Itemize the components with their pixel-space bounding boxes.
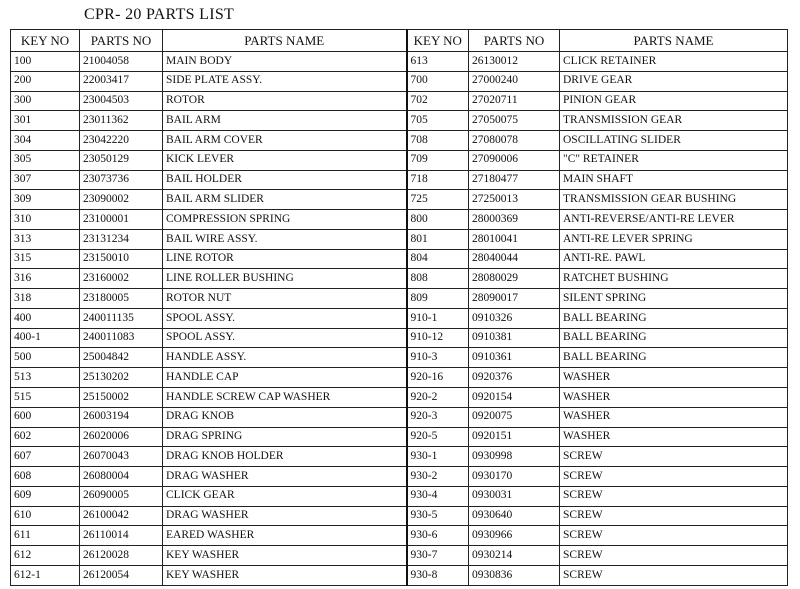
parts-name-cell: TRANSMISSION GEAR BUSHING xyxy=(560,190,788,210)
parts-name-cell: DRAG SPRING xyxy=(163,427,407,447)
parts-name-cell: LINE ROTOR xyxy=(163,249,407,269)
parts-no-cell: 23011362 xyxy=(80,111,163,131)
key-no-cell: 310 xyxy=(11,210,80,230)
parts-name-cell: BAIL WIRE ASSY. xyxy=(163,229,407,249)
parts-no-cell: 28000369 xyxy=(469,210,560,230)
parts-no-cell: 23050129 xyxy=(80,150,163,170)
parts-name-cell: DRIVE GEAR xyxy=(560,71,788,91)
parts-no-cell: 28080029 xyxy=(469,269,560,289)
table-row xyxy=(11,269,788,289)
key-no-cell: 930-1 xyxy=(407,447,469,467)
parts-name-cell: BALL BEARING xyxy=(560,308,788,328)
key-no-cell: 930-4 xyxy=(407,486,469,506)
parts-no-cell: 27000240 xyxy=(469,71,560,91)
table-row xyxy=(11,229,788,249)
table-header-row xyxy=(11,30,788,52)
key-no-cell: 400 xyxy=(11,308,80,328)
table-row xyxy=(11,289,788,309)
table-row xyxy=(11,348,788,368)
key-no-cell: 920-16 xyxy=(407,368,469,388)
parts-no-cell: 27020711 xyxy=(469,91,560,111)
parts-name-cell: WASHER xyxy=(560,368,788,388)
key-no-cell: 513 xyxy=(11,368,80,388)
parts-name-cell: DRAG KNOB HOLDER xyxy=(163,447,407,467)
parts-no-cell: 26120028 xyxy=(80,546,163,566)
parts-name-cell: BAIL ARM SLIDER xyxy=(163,190,407,210)
parts-no-cell: 26070043 xyxy=(80,447,163,467)
parts-name-cell: HANDLE CAP xyxy=(163,368,407,388)
parts-name-cell: ANTI-RE LEVER SPRING xyxy=(560,229,788,249)
table-row xyxy=(11,170,788,190)
parts-no-cell: 28090017 xyxy=(469,289,560,309)
key-no-cell: 100 xyxy=(11,52,80,72)
key-no-cell: 608 xyxy=(11,467,80,487)
parts-no-cell: 23042220 xyxy=(80,131,163,151)
table-row xyxy=(11,111,788,131)
parts-no-cell: 26020006 xyxy=(80,427,163,447)
parts-name-cell: MAIN SHAFT xyxy=(560,170,788,190)
key-no-cell: 702 xyxy=(407,91,469,111)
parts-name-cell: KEY WASHER xyxy=(163,546,407,566)
key-no-cell: 304 xyxy=(11,131,80,151)
parts-no-cell: 27250013 xyxy=(469,190,560,210)
parts-name-cell: LINE ROLLER BUSHING xyxy=(163,269,407,289)
key-no-cell: 602 xyxy=(11,427,80,447)
parts-no-cell: 0930214 xyxy=(469,546,560,566)
key-no-cell: 705 xyxy=(407,111,469,131)
parts-no-cell: 23150010 xyxy=(80,249,163,269)
parts-name-cell: DRAG KNOB xyxy=(163,407,407,427)
parts-no-cell: 0930836 xyxy=(469,565,560,585)
parts-name-cell: CLICK RETAINER xyxy=(560,52,788,72)
page-title: CPR- 20 PARTS LIST xyxy=(84,6,235,23)
parts-name-cell: "C" RETAINER xyxy=(560,150,788,170)
key-no-cell: 725 xyxy=(407,190,469,210)
key-no-cell: 801 xyxy=(407,229,469,249)
table-row xyxy=(11,467,788,487)
key-no-cell: 610 xyxy=(11,506,80,526)
parts-name-cell: ANTI-REVERSE/ANTI-RE LEVER xyxy=(560,210,788,230)
key-no-cell: 612-1 xyxy=(11,565,80,585)
parts-no-cell: 0930998 xyxy=(469,447,560,467)
key-no-cell: 318 xyxy=(11,289,80,309)
parts-name-cell: TRANSMISSION GEAR xyxy=(560,111,788,131)
key-no-cell: 920-2 xyxy=(407,388,469,408)
parts-table xyxy=(10,29,788,586)
parts-no-cell: 23160002 xyxy=(80,269,163,289)
table-row xyxy=(11,131,788,151)
col-header-parts-no-2: PARTS NO xyxy=(469,30,560,52)
parts-name-cell: SCREW xyxy=(560,467,788,487)
parts-name-cell: ANTI-RE. PAWL xyxy=(560,249,788,269)
parts-no-cell: 23073736 xyxy=(80,170,163,190)
parts-name-cell: ROTOR xyxy=(163,91,407,111)
key-no-cell: 809 xyxy=(407,289,469,309)
key-no-cell: 930-6 xyxy=(407,526,469,546)
parts-name-cell: SCREW xyxy=(560,506,788,526)
key-no-cell: 313 xyxy=(11,229,80,249)
parts-no-cell: 26003194 xyxy=(80,407,163,427)
parts-no-cell: 28010041 xyxy=(469,229,560,249)
parts-no-cell: 0930966 xyxy=(469,526,560,546)
parts-no-cell: 0910326 xyxy=(469,308,560,328)
key-no-cell: 607 xyxy=(11,447,80,467)
key-no-cell: 300 xyxy=(11,91,80,111)
table-row xyxy=(11,150,788,170)
parts-name-cell: DRAG WASHER xyxy=(163,467,407,487)
parts-name-cell: SILENT SPRING xyxy=(560,289,788,309)
parts-name-cell: WASHER xyxy=(560,407,788,427)
key-no-cell: 808 xyxy=(407,269,469,289)
key-no-cell: 316 xyxy=(11,269,80,289)
key-no-cell: 315 xyxy=(11,249,80,269)
key-no-cell: 920-5 xyxy=(407,427,469,447)
table-row xyxy=(11,565,788,585)
key-no-cell: 930-7 xyxy=(407,546,469,566)
table-row xyxy=(11,486,788,506)
key-no-cell: 709 xyxy=(407,150,469,170)
parts-name-cell: SCREW xyxy=(560,546,788,566)
parts-name-cell: SCREW xyxy=(560,447,788,467)
parts-name-cell: COMPRESSION SPRING xyxy=(163,210,407,230)
table-row xyxy=(11,210,788,230)
parts-no-cell: 0910381 xyxy=(469,328,560,348)
parts-name-cell: BAIL ARM xyxy=(163,111,407,131)
parts-name-cell: BALL BEARING xyxy=(560,348,788,368)
parts-name-cell: MAIN BODY xyxy=(163,52,407,72)
parts-name-cell: EARED WASHER xyxy=(163,526,407,546)
parts-no-cell: 23180005 xyxy=(80,289,163,309)
key-no-cell: 515 xyxy=(11,388,80,408)
parts-name-cell: PINION GEAR xyxy=(560,91,788,111)
parts-no-cell: 27180477 xyxy=(469,170,560,190)
table-row xyxy=(11,52,788,72)
parts-name-cell: HANDLE ASSY. xyxy=(163,348,407,368)
parts-name-cell: WASHER xyxy=(560,388,788,408)
key-no-cell: 800 xyxy=(407,210,469,230)
parts-no-cell: 23100001 xyxy=(80,210,163,230)
key-no-cell: 500 xyxy=(11,348,80,368)
parts-no-cell: 23090002 xyxy=(80,190,163,210)
parts-no-cell: 28040044 xyxy=(469,249,560,269)
parts-no-cell: 25130202 xyxy=(80,368,163,388)
table-row xyxy=(11,546,788,566)
key-no-cell: 930-2 xyxy=(407,467,469,487)
key-no-cell: 930-8 xyxy=(407,565,469,585)
parts-no-cell: 26110014 xyxy=(80,526,163,546)
parts-name-cell: SCREW xyxy=(560,565,788,585)
parts-name-cell: ROTOR NUT xyxy=(163,289,407,309)
parts-no-cell: 0930640 xyxy=(469,506,560,526)
key-no-cell: 910-12 xyxy=(407,328,469,348)
parts-name-cell: BALL BEARING xyxy=(560,328,788,348)
parts-name-cell: WASHER xyxy=(560,427,788,447)
col-header-key-no: KEY NO xyxy=(11,30,80,52)
key-no-cell: 700 xyxy=(407,71,469,91)
parts-no-cell: 0910361 xyxy=(469,348,560,368)
parts-name-cell: BAIL HOLDER xyxy=(163,170,407,190)
key-no-cell: 307 xyxy=(11,170,80,190)
table-row xyxy=(11,447,788,467)
table-row xyxy=(11,71,788,91)
parts-no-cell: 0930031 xyxy=(469,486,560,506)
parts-name-cell: DRAG WASHER xyxy=(163,506,407,526)
parts-no-cell: 25004842 xyxy=(80,348,163,368)
key-no-cell: 708 xyxy=(407,131,469,151)
key-no-cell: 612 xyxy=(11,546,80,566)
table-row xyxy=(11,526,788,546)
key-no-cell: 910-1 xyxy=(407,308,469,328)
key-no-cell: 309 xyxy=(11,190,80,210)
parts-no-cell: 26080004 xyxy=(80,467,163,487)
key-no-cell: 400-1 xyxy=(11,328,80,348)
key-no-cell: 804 xyxy=(407,249,469,269)
parts-no-cell: 0920151 xyxy=(469,427,560,447)
parts-name-cell: HANDLE SCREW CAP WASHER xyxy=(163,388,407,408)
key-no-cell: 609 xyxy=(11,486,80,506)
parts-no-cell: 27080078 xyxy=(469,131,560,151)
parts-no-cell: 26100042 xyxy=(80,506,163,526)
key-no-cell: 613 xyxy=(407,52,469,72)
parts-name-cell: BAIL ARM COVER xyxy=(163,131,407,151)
parts-name-cell: RATCHET BUSHING xyxy=(560,269,788,289)
key-no-cell: 200 xyxy=(11,71,80,91)
parts-name-cell: SCREW xyxy=(560,486,788,506)
parts-no-cell: 23131234 xyxy=(80,229,163,249)
parts-name-cell: SPOOL ASSY. xyxy=(163,328,407,348)
table-row xyxy=(11,506,788,526)
parts-no-cell: 240011135 xyxy=(80,308,163,328)
parts-no-cell: 0920154 xyxy=(469,388,560,408)
key-no-cell: 920-3 xyxy=(407,407,469,427)
parts-name-cell: SPOOL ASSY. xyxy=(163,308,407,328)
parts-name-cell: OSCILLATING SLIDER xyxy=(560,131,788,151)
parts-name-cell: KEY WASHER xyxy=(163,565,407,585)
parts-name-cell: SIDE PLATE ASSY. xyxy=(163,71,407,91)
col-header-parts-name: PARTS NAME xyxy=(163,30,407,52)
table-row xyxy=(11,308,788,328)
parts-no-cell: 0920376 xyxy=(469,368,560,388)
table-row xyxy=(11,407,788,427)
table-row xyxy=(11,249,788,269)
table-row xyxy=(11,328,788,348)
col-header-key-no-2: KEY NO xyxy=(407,30,469,52)
key-no-cell: 301 xyxy=(11,111,80,131)
key-no-cell: 611 xyxy=(11,526,80,546)
parts-no-cell: 27050075 xyxy=(469,111,560,131)
table-row xyxy=(11,388,788,408)
parts-no-cell: 26090005 xyxy=(80,486,163,506)
parts-name-cell: CLICK GEAR xyxy=(163,486,407,506)
parts-no-cell: 26130012 xyxy=(469,52,560,72)
col-header-parts-no: PARTS NO xyxy=(80,30,163,52)
table-row xyxy=(11,427,788,447)
table-row xyxy=(11,368,788,388)
parts-name-cell: SCREW xyxy=(560,526,788,546)
parts-no-cell: 27090006 xyxy=(469,150,560,170)
parts-no-cell: 25150002 xyxy=(80,388,163,408)
col-header-parts-name-2: PARTS NAME xyxy=(560,30,788,52)
parts-no-cell: 22003417 xyxy=(80,71,163,91)
parts-no-cell: 26120054 xyxy=(80,565,163,585)
key-no-cell: 600 xyxy=(11,407,80,427)
table-row xyxy=(11,91,788,111)
key-no-cell: 305 xyxy=(11,150,80,170)
parts-name-cell: KICK LEVER xyxy=(163,150,407,170)
parts-no-cell: 0920075 xyxy=(469,407,560,427)
key-no-cell: 718 xyxy=(407,170,469,190)
key-no-cell: 910-3 xyxy=(407,348,469,368)
table-row xyxy=(11,190,788,210)
parts-no-cell: 240011083 xyxy=(80,328,163,348)
key-no-cell: 930-5 xyxy=(407,506,469,526)
parts-no-cell: 21004058 xyxy=(80,52,163,72)
parts-no-cell: 23004503 xyxy=(80,91,163,111)
parts-no-cell: 0930170 xyxy=(469,467,560,487)
